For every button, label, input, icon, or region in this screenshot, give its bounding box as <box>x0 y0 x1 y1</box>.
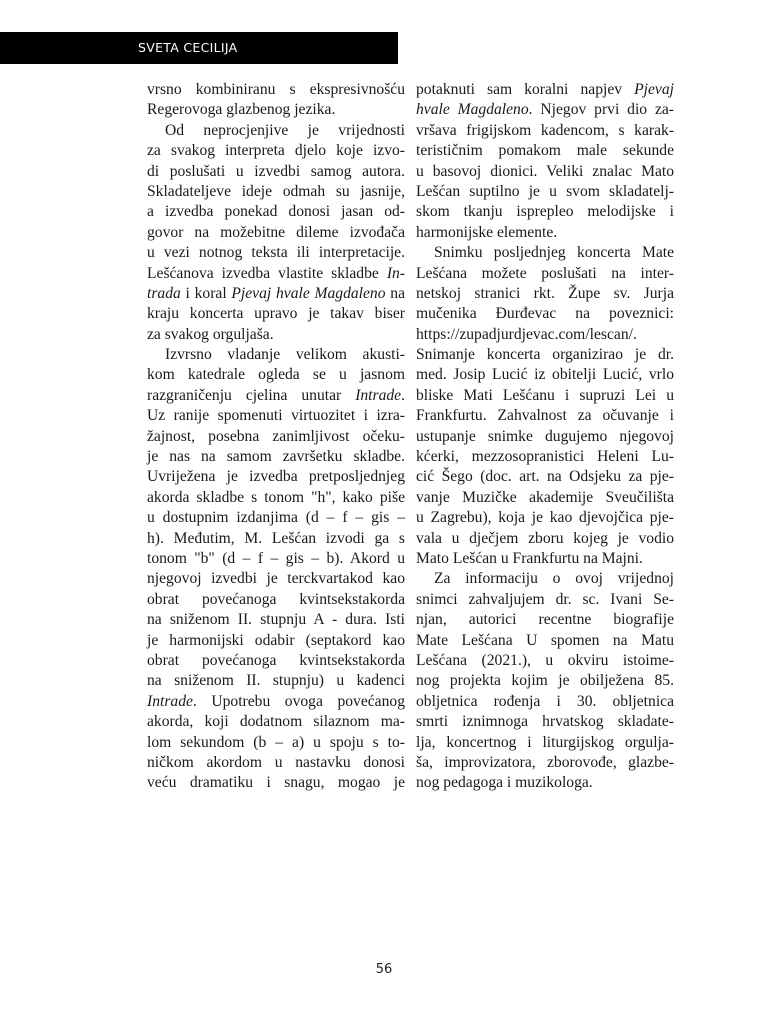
text-span: . Upotrebu ovoga povećanog <box>192 692 405 710</box>
text-line: obrat povećanoga kvintsekstakorda <box>147 651 405 669</box>
text-span: na <box>385 284 405 302</box>
text-line: na sniženom II. stupnju A - dura. Isti <box>147 611 405 629</box>
text-line: netskoj stranici rkt. Župe sv. Jurja <box>416 284 674 302</box>
text-line: Regerovoga glazbenog jezika. <box>147 101 336 119</box>
text-line: u dostupnim izdanjima (d – f – gis – <box>147 509 405 527</box>
text-line: kom katedrale ogleda se u jasnom <box>147 366 405 384</box>
text-line: kraju koncerta upravo je takav biser <box>147 305 405 323</box>
text-line: tonom "b" (d – f – gis – b). Akord u <box>147 549 405 567</box>
text-line: akorda skladbe s tonom "h", kako piše <box>147 488 405 506</box>
text-line: cić Šego (doc. art. na Odsjeku za pje- <box>416 468 674 486</box>
text-line: smrti iznimnoga hrvatskog skladate- <box>416 713 674 731</box>
italic-title: Intrade <box>147 692 193 710</box>
text-line: di poslušati u izvedbi samog autora. <box>147 162 405 180</box>
text-line <box>147 284 405 304</box>
text-line: Od neprocjenjive je vrijednosti <box>165 121 405 139</box>
text-line: Snimanje koncerta organizirao je dr. <box>416 346 674 364</box>
text-span: Lešćanova izvedba vlastite skladbe <box>147 264 387 282</box>
text-line: https://zupadjurdjevac.com/lescan/. <box>416 325 637 343</box>
italic-title: In- <box>386 264 405 282</box>
text-line: u vezi notnog teksta ili interpretacije. <box>147 244 405 262</box>
text-line: Izvrsno vladanje velikom akusti- <box>165 346 405 364</box>
text-line: vala u dječjem zboru kojeg je vodio <box>416 529 674 547</box>
text-line: nog projekta kojim je obilježena 85. <box>416 672 674 690</box>
text-line: je harmonijski odabir (septakord kao <box>147 631 405 649</box>
text-line: Frankfurtu. Zahvalnost za očuvanje i <box>416 407 674 425</box>
text-line: kćerki, mezzosopranistici Heleni Lu- <box>416 448 674 466</box>
text-line: Za informaciju o ovoj vrijednoj <box>434 570 674 588</box>
right-column <box>416 80 674 794</box>
text-line: za svakog orguljaša. <box>147 325 274 343</box>
text-line: žajnost, posebna zanimljivost očeku- <box>147 427 405 445</box>
text-line: za svakog interpreta djelo koje izvo- <box>147 142 405 160</box>
text-line: Lešćana (2021.), u okviru istoime- <box>416 651 674 669</box>
text-line: ša, improvizatora, zborovođe, glazbe- <box>416 753 674 771</box>
italic-title: hvale Magdaleno <box>416 101 529 119</box>
text-line: bliske Mati Lešćanu i supruzi Lei u <box>416 386 674 404</box>
text-line <box>147 264 405 284</box>
text-line <box>147 386 405 406</box>
text-line: obljetnica rođenja i 30. obljetnica <box>416 692 674 710</box>
text-line: njegovoj izvedbi je terckvartakod kao <box>147 570 405 588</box>
text-line: Uz ranije spomenuti virtuozitet i izra- <box>147 407 405 425</box>
text-line <box>416 100 674 120</box>
text-line: nog pedagoga i muzikologa. <box>416 774 593 792</box>
text-line: terističnim pomakom male sekunde <box>416 142 674 160</box>
text-line: obrat povećanoga kvintsekstakorda <box>147 590 405 608</box>
text-line: govor na možebitne dileme izvođača <box>147 223 405 241</box>
text-line: lom sekundom (b – a) u spoju s to- <box>147 733 405 751</box>
text-line: snimci zahvaljujem dr. sc. Ivani Se- <box>416 590 674 608</box>
text-line: Lešćana možete poslušati na inter- <box>416 264 674 282</box>
text-line: harmonijske elemente. <box>416 223 558 241</box>
text-line: Lešćan suptilno je u svom skladatelj- <box>416 182 674 200</box>
section-title: SVETA CECILIJA <box>138 40 238 55</box>
text-line: ustupanje snimke dugujemo njegovoj <box>416 427 674 445</box>
text-span: . <box>401 386 405 404</box>
text-line: Skladateljeve ideje odmah su jasnije, <box>147 182 405 200</box>
text-line: Mate Lešćana U spomen na Matu <box>416 631 674 649</box>
text-line: a izvedba ponekad donosi jasan od- <box>147 203 405 221</box>
text-line: vršava frigijskom kadencom, s karak- <box>416 121 674 139</box>
text-line: Snimku posljednjeg koncerta Mate <box>434 244 674 262</box>
text-line: je nas na samom završetku skladbe. <box>147 448 405 466</box>
text-line: h). Međutim, M. Lešćan izvodi ga s <box>147 529 405 547</box>
italic-title: Intrade <box>355 386 402 404</box>
text-line: med. Josip Lucić iz obitelji Lucić, vrlo <box>416 366 674 384</box>
text-line: vanje Muzičke akademije Sveučilišta <box>416 488 674 506</box>
text-line: akorda, koji dodatnom silaznom ma- <box>147 713 405 731</box>
text-line: njan, autorici recentne biografije <box>416 611 674 629</box>
text-span: . Njegov prvi dio za- <box>528 101 674 119</box>
text-line: Uvriježena je izvedba pretposljednjeg <box>147 468 405 486</box>
text-line: ničkom akordom u nastavku donosi <box>147 753 405 771</box>
text-line: veću dramatiku i snagu, mogao je <box>147 774 405 792</box>
text-span: razgraničenju cjelina unutar <box>147 386 356 404</box>
text-line: lja, koncertnog i liturgijskog orgulja- <box>416 733 674 751</box>
text-span: potaknuti sam koralni napjev <box>416 81 635 98</box>
text-line: skom tkanju isprepleo melodijske i <box>416 203 674 221</box>
italic-title: Pjevaj <box>634 81 674 98</box>
text-line: u Zagrebu), koja je kao djevojčica pje- <box>416 509 674 527</box>
italic-title: Pjevaj hvale Magdaleno <box>231 284 386 302</box>
text-span: i koral <box>180 284 232 302</box>
text-line <box>147 692 405 712</box>
page-number: 56 <box>375 962 393 977</box>
left-column <box>147 80 405 794</box>
text-line: na sniženom II. stupnju) u kadenci <box>147 672 405 690</box>
text-line: Mato Lešćan u Frankfurtu na Majni. <box>416 549 643 567</box>
text-line: mučenika Đurđevac na poveznici: <box>416 305 674 323</box>
text-line <box>416 80 674 100</box>
italic-title: trada <box>147 284 181 302</box>
text-line: u basovoj dionici. Veliki znalac Mato <box>416 162 674 180</box>
text-line: vrsno kombiniranu s ekspresivnošću <box>147 81 405 98</box>
